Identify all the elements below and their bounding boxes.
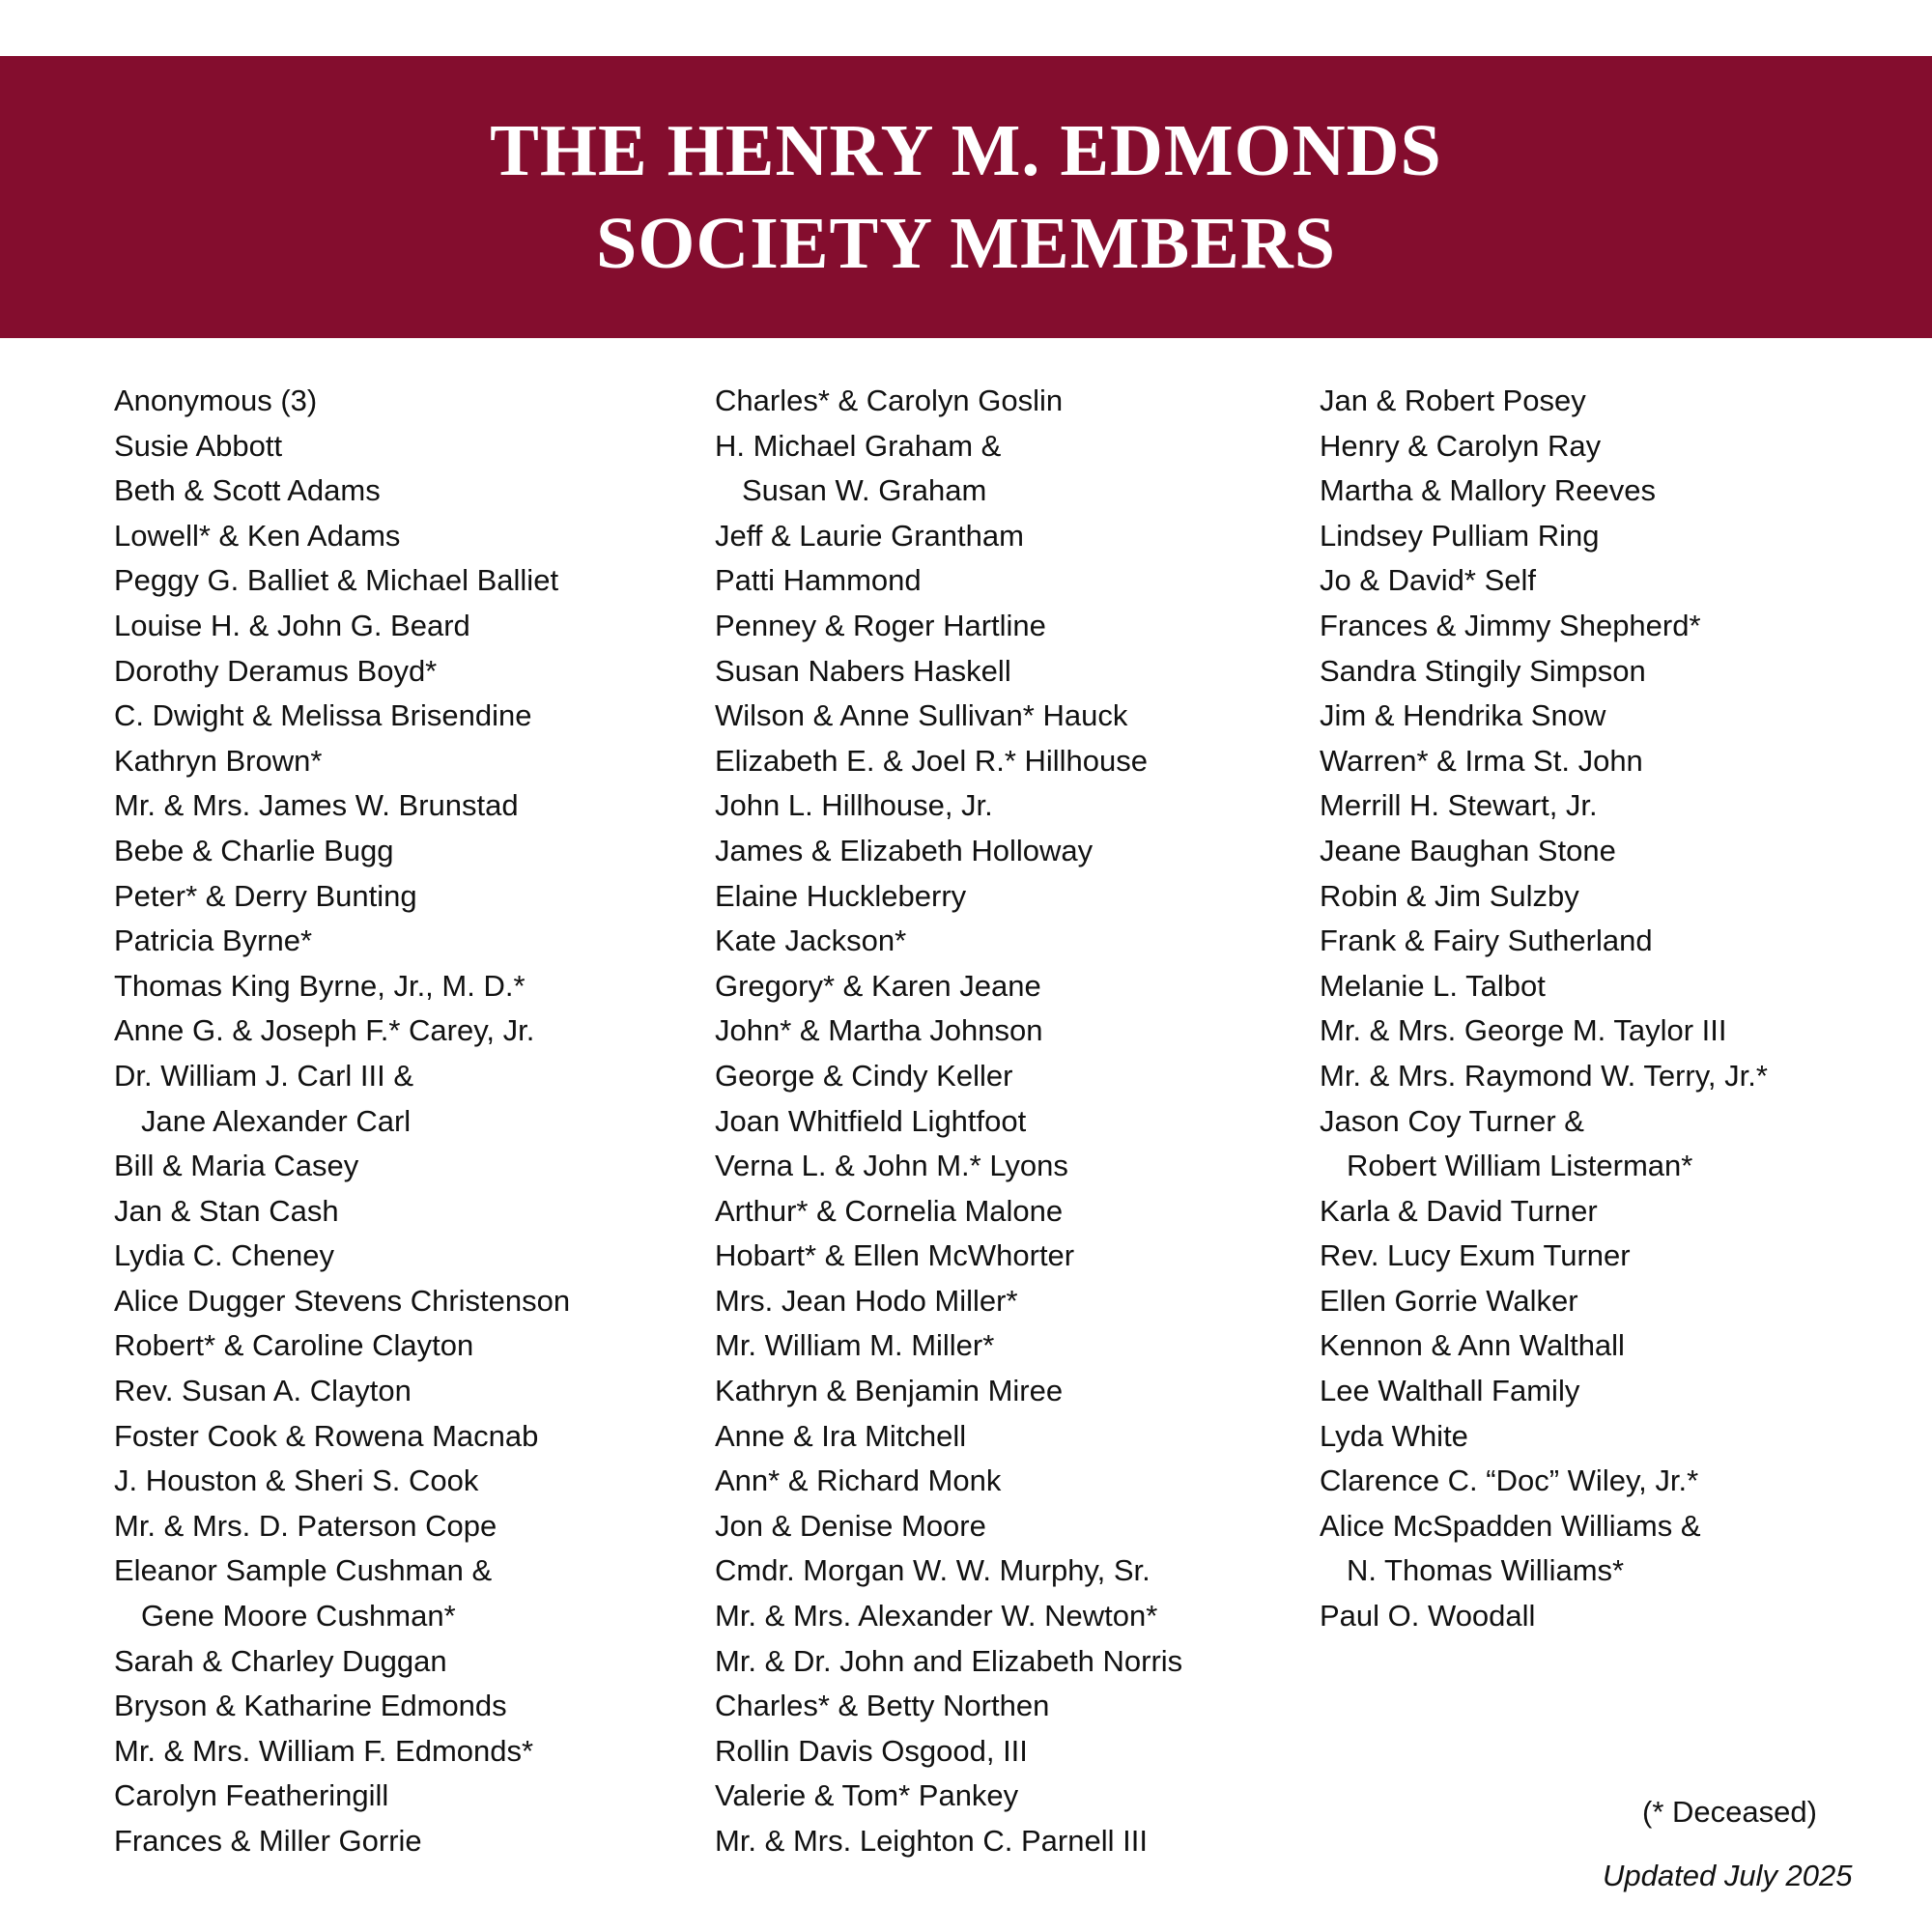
member-name: Mr. & Mrs. Raymond W. Terry, Jr.* (1320, 1058, 1768, 1093)
member-name: Peter* & Derry Bunting (114, 878, 417, 913)
member-name: Sandra Stingily Simpson (1320, 653, 1646, 688)
member-name: Bryson & Katharine Edmonds (114, 1689, 507, 1723)
member-name: Robert* & Caroline Clayton (114, 1328, 474, 1363)
member-name: Dorothy Deramus Boyd* (114, 653, 438, 688)
member-name: Carolyn Featheringill (114, 1778, 389, 1813)
member-name: Robin & Jim Sulzby (1320, 878, 1579, 913)
member-name: Patricia Byrne* (114, 923, 313, 958)
member-name: Hobart* & Ellen McWhorter (715, 1238, 1075, 1273)
page-title-line-2: SOCIETY MEMBERS (596, 203, 1336, 284)
member-name: Jason Coy Turner & (1320, 1103, 1584, 1138)
updated-date: Updated July 2025 (1603, 1859, 1853, 1892)
member-name: Rev. Lucy Exum Turner (1320, 1238, 1631, 1273)
member-name: Kennon & Ann Walthall (1320, 1328, 1625, 1363)
member-name: Mr. & Mrs. George M. Taylor III (1320, 1013, 1727, 1048)
member-name: Eleanor Sample Cushman & (114, 1553, 493, 1588)
member-name: Lee Walthall Family (1320, 1374, 1580, 1408)
member-name: Susan W. Graham (742, 473, 987, 508)
member-name: Wilson & Anne Sullivan* Hauck (715, 698, 1128, 733)
member-name: Joan Whitfield Lightfoot (715, 1103, 1027, 1138)
member-name: Mr. & Mrs. Alexander W. Newton* (715, 1599, 1158, 1634)
member-name: Mr. & Mrs. William F. Edmonds* (114, 1733, 534, 1768)
member-name: Henry & Carolyn Ray (1320, 428, 1602, 463)
member-name: Susie Abbott (114, 428, 283, 463)
deceased-note: (* Deceased) (1642, 1795, 1817, 1829)
member-name: Charles* & Carolyn Goslin (715, 384, 1064, 417)
member-name: Mrs. Jean Hodo Miller* (715, 1283, 1018, 1318)
member-name: Mr. & Mrs. James W. Brunstad (114, 788, 519, 823)
member-name: Jon & Denise Moore (715, 1508, 986, 1543)
member-name: Peggy G. Balliet & Michael Balliet (114, 563, 559, 598)
member-name: Rev. Susan A. Clayton (114, 1374, 412, 1408)
member-name: Jane Alexander Carl (141, 1103, 412, 1138)
member-name: Alice McSpadden Williams & (1320, 1508, 1701, 1543)
member-name: Bebe & Charlie Bugg (114, 833, 394, 867)
member-name: H. Michael Graham & (715, 428, 1002, 463)
member-name: Mr. & Mrs. D. Paterson Cope (114, 1508, 497, 1543)
member-name: Beth & Scott Adams (114, 473, 381, 508)
title-banner (0, 56, 1932, 338)
member-name: Penney & Roger Hartline (715, 608, 1046, 642)
member-name: Karla & David Turner (1320, 1193, 1598, 1228)
member-name: Anne & Ira Mitchell (715, 1418, 967, 1453)
member-name: Jim & Hendrika Snow (1320, 698, 1606, 733)
member-name: Anonymous (3) (114, 384, 318, 417)
member-name: Jeff & Laurie Grantham (715, 518, 1024, 553)
member-name: N. Thomas Williams* (1347, 1553, 1625, 1588)
member-name: Lyda White (1320, 1418, 1468, 1453)
member-name: Mr. & Mrs. Leighton C. Parnell III (715, 1824, 1148, 1858)
member-name: Melanie L. Talbot (1320, 968, 1546, 1003)
member-name: Rollin Davis Osgood, III (715, 1733, 1028, 1768)
member-name: John L. Hillhouse, Jr. (715, 788, 993, 823)
member-column-3 (1320, 379, 1768, 1639)
member-name: Verna L. & John M.* Lyons (715, 1149, 1068, 1183)
member-name: Frances & Miller Gorrie (114, 1824, 422, 1858)
member-name: Sarah & Charley Duggan (114, 1643, 447, 1678)
member-name: Jan & Stan Cash (114, 1193, 339, 1228)
member-name: Foster Cook & Rowena Macnab (114, 1418, 539, 1453)
member-name: Thomas King Byrne, Jr., M. D.* (114, 968, 526, 1003)
member-name: Warren* & Irma St. John (1320, 743, 1643, 778)
member-name: Jeane Baughan Stone (1320, 833, 1616, 867)
member-name: Mr. & Dr. John and Elizabeth Norris (715, 1643, 1183, 1678)
member-name: James & Elizabeth Holloway (715, 833, 1094, 867)
member-name: Louise H. & John G. Beard (114, 608, 470, 642)
member-name: Anne G. & Joseph F.* Carey, Jr. (114, 1013, 535, 1048)
member-name: Patti Hammond (715, 563, 922, 598)
member-name: Elizabeth E. & Joel R.* Hillhouse (715, 743, 1149, 778)
member-name: Frances & Jimmy Shepherd* (1320, 608, 1701, 642)
member-name: Charles* & Betty Northen (715, 1689, 1050, 1723)
member-name: Lydia C. Cheney (114, 1238, 335, 1273)
page-title-line-1: THE HENRY M. EDMONDS (490, 110, 1442, 191)
member-name: Arthur* & Cornelia Malone (715, 1193, 1064, 1228)
member-name: Gene Moore Cushman* (141, 1599, 456, 1634)
member-name: Merrill H. Stewart, Jr. (1320, 788, 1598, 823)
member-name: Frank & Fairy Sutherland (1320, 923, 1653, 958)
member-name: Lindsey Pulliam Ring (1320, 518, 1600, 553)
member-name: Susan Nabers Haskell (715, 653, 1011, 688)
member-name: Mr. William M. Miller* (715, 1328, 995, 1363)
member-name: Elaine Huckleberry (715, 878, 967, 913)
member-name: Ellen Gorrie Walker (1320, 1283, 1578, 1318)
member-name: C. Dwight & Melissa Brisendine (114, 698, 532, 733)
member-column-1 (114, 379, 570, 1864)
member-name: George & Cindy Keller (715, 1058, 1013, 1093)
member-name: J. Houston & Sheri S. Cook (114, 1463, 479, 1498)
member-name: Kate Jackson* (715, 923, 907, 958)
member-name: Cmdr. Morgan W. W. Murphy, Sr. (715, 1553, 1151, 1588)
member-column-2 (715, 379, 1182, 1864)
member-name: John* & Martha Johnson (715, 1013, 1043, 1048)
member-name: Bill & Maria Casey (114, 1149, 359, 1183)
member-name: Kathryn Brown* (114, 743, 323, 778)
member-name: Kathryn & Benjamin Miree (715, 1374, 1064, 1408)
member-name: Paul O. Woodall (1320, 1599, 1536, 1634)
member-name: Martha & Mallory Reeves (1320, 473, 1657, 508)
member-name: Clarence C. “Doc” Wiley, Jr.* (1320, 1463, 1699, 1498)
member-name: Lowell* & Ken Adams (114, 518, 401, 553)
member-name: Gregory* & Karen Jeane (715, 968, 1041, 1003)
member-name: Dr. William J. Carl III & (114, 1058, 414, 1093)
member-name: Robert William Listerman* (1347, 1149, 1693, 1183)
member-name: Ann* & Richard Monk (715, 1463, 1002, 1498)
member-name: Valerie & Tom* Pankey (715, 1778, 1019, 1813)
member-name: Jo & David* Self (1320, 563, 1536, 598)
member-name: Jan & Robert Posey (1320, 384, 1586, 417)
member-name: Alice Dugger Stevens Christenson (114, 1283, 571, 1318)
